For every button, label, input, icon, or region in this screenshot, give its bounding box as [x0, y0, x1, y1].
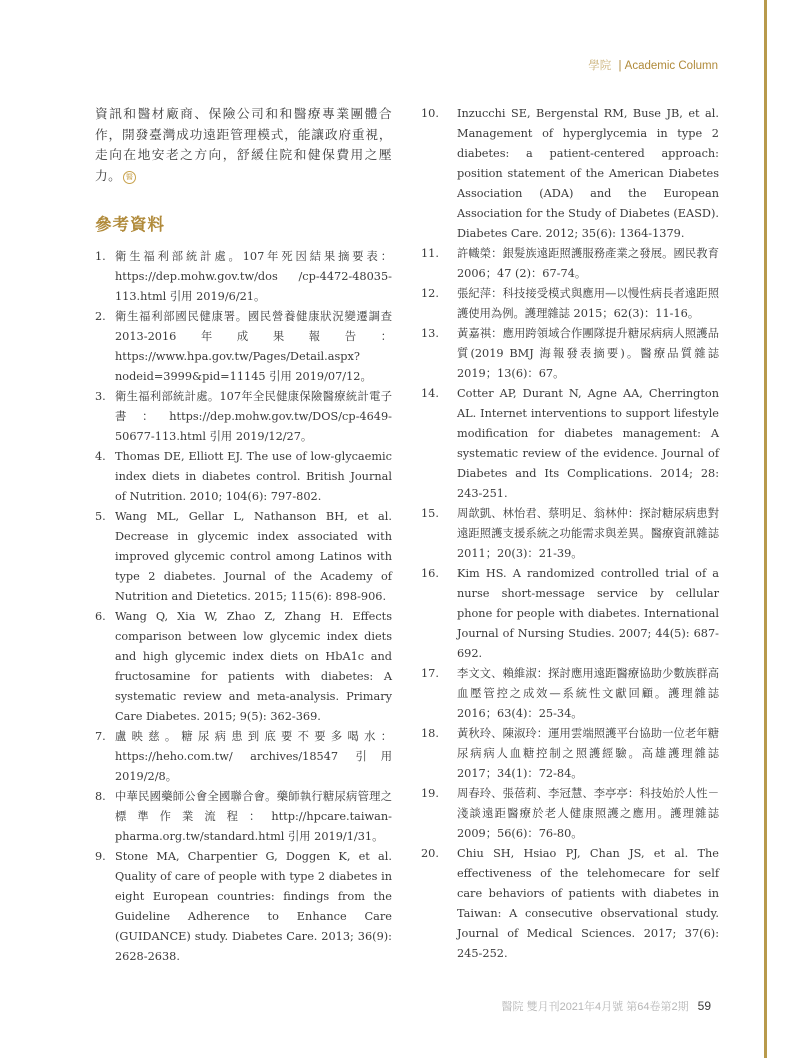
reference-item [95, 247, 392, 307]
reference-number: 6. [95, 610, 106, 623]
reference-number: 19. [421, 787, 439, 800]
reference-number: 20. [421, 847, 439, 860]
references-list-left [95, 247, 392, 967]
reference-text: 周春玲、張蓓莉、李冠慧、李亭亭：科技始於人性－淺談遠距醫療於老人健康照護之應用。護理雜誌 2009；56(6)：76-80。 [457, 787, 719, 840]
references-list-right [421, 104, 719, 964]
reference-text: Thomas DE, Elliott EJ. The use of low-glycaemic index diets in diabetes control. British Journal of Nutrition. 2010; 104(6): 797-802. [115, 450, 392, 503]
body-paragraph-text: 資訊和醫材廠商、保險公司和和醫療專業團體合作，開發臺灣成功遠距管理模式，能讓政府重視，走向在地安老之方向，舒緩住院和健保費用之壓力。 [95, 106, 392, 183]
reference-item [95, 447, 392, 507]
reference-text: Stone MA, Charpentier G, Doggen K, et al. Quality of care of people with type 2 diabetes in eight European countries: findings from the Guideline Adherence to Enhance Care (GUIDANCE) study. Diabetes Care. 2013; 36(9): 2628-2638. [115, 850, 392, 963]
end-mark-icon: 醫 [123, 171, 136, 184]
reference-item [421, 504, 719, 564]
reference-text: Chiu SH, Hsiao PJ, Chan JS, et al. The effectiveness of the telehomecare for self care behaviors of patients with diabetes in Taiwan: A consecutive observational study. Journal of Medical Sciences. 2017; 37(6): 245-252. [457, 847, 719, 960]
reference-text: Wang Q, Xia W, Zhao Z, Zhang H. Effects comparison between low glycemic index diets and high glycemic index diets on HbA1c and fructosamine for patients with diabetes: A systematic review and meta-analysis. Primary Care Diabetes. 2015; 9(5): 362-369. [115, 610, 392, 723]
page-edge-bar [764, 0, 767, 1058]
page-header [588, 57, 718, 73]
reference-item [421, 664, 719, 724]
reference-number: 14. [421, 387, 439, 400]
reference-text: 衛生福利部統計處。107年全民健康保險醫療統計電子書：https://dep.mohw.gov.tw/DOS/cp-4649-50677-113.html 引用 2019/12/27。 [115, 390, 392, 443]
reference-text: 許幟榮：銀髮族遠距照護服務產業之發展。國民教育 2006；47 (2)：67-74。 [457, 247, 719, 280]
reference-text: 衛生福利部統計處。107年死因結果摘要表：https://dep.mohw.gov.tw/dos /cp-4472-48035-113.html 引用 2019/6/21。 [115, 250, 392, 303]
reference-text: 黃秋玲、陳淑玲：運用雲端照護平台協助一位老年糖尿病病人血糖控制之照護經驗。高雄護理雜誌 2017；34(1)：72-84。 [457, 727, 719, 780]
section-logo: 學院 [588, 60, 612, 72]
reference-number: 7. [95, 730, 106, 743]
reference-number: 10. [421, 107, 439, 120]
reference-text: Cotter AP, Durant N, Agne AA, Cherrington AL. Internet interventions to support lifestyle modification for diabetes management: A systematic review of the evidence. Journal of Diabetes and Its Complications. 2014; 28: 243-251. [457, 387, 719, 500]
reference-item [421, 724, 719, 784]
reference-number: 2. [95, 310, 106, 323]
reference-item [421, 564, 719, 664]
reference-item [421, 244, 719, 284]
column-label: | Academic Column [618, 60, 718, 72]
reference-item [95, 847, 392, 967]
reference-number: 5. [95, 510, 106, 523]
page-footer [502, 998, 711, 1014]
reference-text: 盧映慈。糖尿病患到底要不要多喝水：https://heho.com.tw/ archives/18547 引用 2019/2/8。 [115, 730, 392, 783]
reference-number: 8. [95, 790, 106, 803]
right-column [421, 104, 719, 964]
reference-text: 周歆凱、林怡君、蔡明足、翁林仲：探討糖尿病患對遠距照護支援系統之功能需求與差異。醫療資訊雜誌 2011；20(3)：21-39。 [457, 507, 719, 560]
reference-text: Inzucchi SE, Bergenstal RM, Buse JB, et al. Management of hyperglycemia in type 2 diabetes: a patient-centered approach: position statement of the American Diabetes Association (ADA) and the European Association for the Study of Diabetes (EASD). Diabetes Care. 2012; 35(6): 1364-1379. [457, 107, 719, 240]
reference-item [421, 844, 719, 964]
reference-number: 13. [421, 327, 439, 340]
reference-number: 15. [421, 507, 439, 520]
reference-number: 1. [95, 250, 106, 263]
reference-number: 11. [421, 247, 439, 260]
reference-number: 4. [95, 450, 106, 463]
reference-text: 衛生福利部國民健康署。國民營養健康狀況變遷調查2013-2016年成果報告：https://www.hpa.gov.tw/Pages/Detail.aspx?nodeid=3999&pid=11145 引用 2019/07/12。 [115, 310, 392, 383]
reference-item [421, 324, 719, 384]
reference-item [421, 284, 719, 324]
page-number: 59 [697, 999, 711, 1013]
reference-number: 9. [95, 850, 106, 863]
reference-number: 12. [421, 287, 439, 300]
reference-text: Kim HS. A randomized controlled trial of a nurse short-message service by cellular phone for people with diabetes. International Journal of Nursing Studies. 2007; 44(5): 687-692. [457, 567, 719, 660]
reference-number: 3. [95, 390, 106, 403]
reference-item [95, 507, 392, 607]
reference-text: 中華民國藥師公會全國聯合會。藥師執行糖尿病管理之標準作業流程：http://hpcare.taiwan-pharma.org.tw/standard.html 引用 2019/1/31。 [115, 790, 392, 843]
reference-item [95, 727, 392, 787]
reference-number: 18. [421, 727, 439, 740]
body-paragraph [95, 104, 392, 186]
reference-text: 黃嘉祺：應用跨領域合作團隊提升糖尿病病人照護品質(2019 BMJ 海報發表摘要)。醫療品質雜誌 2019；13(6)：67。 [457, 327, 719, 380]
reference-text: Wang ML, Gellar L, Nathanson BH, et al. Decrease in glycemic index associated with improved glycemic control among Latinos with type 2 diabetes. Journal of the Academy of Nutrition and Dietetics. 2015; 115(6): 898-906. [115, 510, 392, 603]
reference-item [95, 387, 392, 447]
reference-text: 張紀萍：科技接受模式與應用—以慢性病長者遠距照護使用為例。護理雜誌 2015；62(3)：11-16。 [457, 287, 719, 320]
reference-item [421, 784, 719, 844]
reference-item [95, 307, 392, 387]
references-heading: 參考資料 [95, 215, 165, 234]
reference-number: 17. [421, 667, 439, 680]
reference-item [421, 104, 719, 244]
reference-text: 李文文、賴維淑：探討應用遠距醫療協助少數族群高血壓管控之成效—系統性文獻回顧。護理雜誌 2016；63(4)：25-34。 [457, 667, 719, 720]
reference-number: 16. [421, 567, 439, 580]
left-column [95, 104, 392, 967]
reference-item [421, 384, 719, 504]
journal-info: 醫院 雙月刊2021年4月號 第64卷第2期 [501, 1001, 689, 1013]
reference-item [95, 787, 392, 847]
reference-item [95, 607, 392, 727]
